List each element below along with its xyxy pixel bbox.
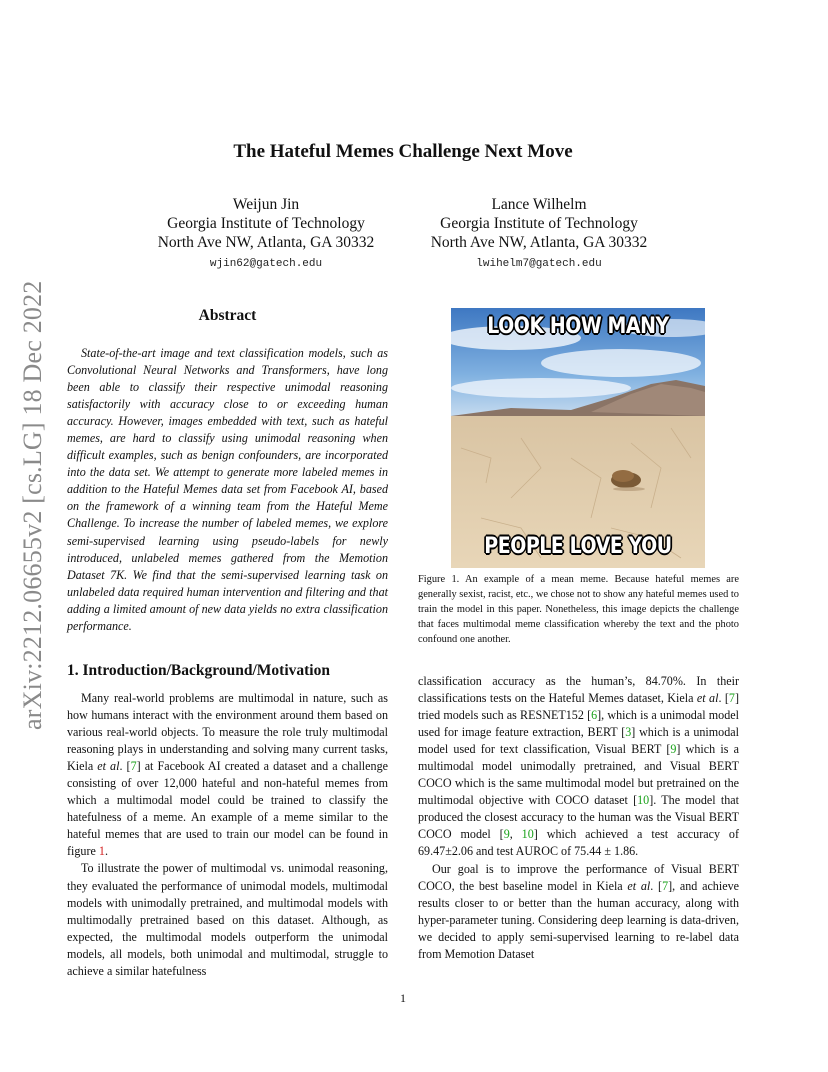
arxiv-stamp: arXiv:2212.06655v2 [cs.LG] 18 Dec 2022 [18,280,47,730]
citation-link[interactable]: 7 [130,759,137,774]
citation-link[interactable]: 7 [728,691,735,706]
meme-figure [451,308,705,568]
citation-link[interactable]: 10 [637,793,650,808]
author-name: Lance Wilhelm [491,196,587,213]
author-email: wjin62@gatech.edu [209,258,323,270]
page-number: 1 [400,991,406,1005]
abstract-heading: Abstract [198,307,257,324]
paragraph: Many real-world problems are multimodal in nature, such as how humans interact with the environment around them based on various real-world objects. To measure the role truly multimodal reasoning plays in understanding and solving many current tasks, Kiela et al. [7] at Facebook AI created a dataset and a challenge consisting of over 12,000 hateful and non-hateful memes from which a multimodal model could be trained to classify the hatefulness of a meme. An example of a meme similar to the hateful memes that are used to train our model can be found in figure 1. [67,691,388,859]
right-column-text [418,673,739,963]
author-email: lwihelm7@gatech.edu [476,258,602,270]
citation-link[interactable]: 6 [591,708,598,723]
citation-link[interactable]: 3 [625,725,632,740]
section-heading: 1. Introduction/Background/Motivation [67,662,330,679]
paragraph: Our goal is to improve the performance of Visual BERT COCO, the best baseline model in Kiela et al. [7], and achieve results closer to or better than the human accuracy, along with hyper-parameter tuning. Considering deep learning is data-driven, we decided to apply semi-supervised learning to re-label data from Memotion Dataset [418,861,739,961]
paragraph: classification accuracy as the human’s, 84.70%. In their classifications tests on the Hateful Memes dataset, Kiela et al. [7] tried models such as RESNET152 [6], which is a unimodal model used for image feature extraction, BERT [3] which is a unimodal model used for text classification, Visual BERT [9] which is a multimodal model unimodally pretrained, and Visual BERT COCO which is the same multimodal model but pretrained on the multimodal objective with COCO dataset [10]. The model that produced the closest accuracy to the human was the Visual BERT COCO model [9, 10] which achieved a test accuracy of 69.47±2.06 and test AUROC of 75.44 ± 1.86. [418,674,739,859]
figure-ref-link[interactable]: 1 [98,844,105,859]
figure-caption: Figure 1. An example of a mean meme. Because hateful memes are generally sexist, racist, etc., we chose not to show any hateful memes used to train the model in this paper. Nonetheless, this image depicts the challenge that faces multimodal meme classification whereby the text and the photo confound one another. [418,574,739,645]
citation-link[interactable]: 9 [503,827,510,842]
author-name: Weijun Jin [232,196,300,213]
citation-link[interactable]: 9 [670,742,677,757]
paragraph: To illustrate the power of multimodal vs. unimodal reasoning, they evaluated the performance of unimodal models, multimodal models with unimodally pretrained, and multimodal models with multimodally pretrained based on this dataset. Although, as expected, the multimodal models outperform the unimodal models, all models, both unimodal and multimodal, struggle to achieve a similar hatefulness [67,861,388,978]
meme-bottom-text: PEOPLE LOVE YOU [484,534,672,559]
citation-link[interactable]: 7 [662,878,669,893]
author-address: North Ave NW, Atlanta, GA 30332 [157,234,375,251]
left-column-text [67,690,388,980]
author-affiliation: Georgia Institute of Technology [167,215,365,232]
meme-top-text: LOOK HOW MANY [487,314,669,339]
citation-link[interactable]: 10 [521,827,534,842]
author-affiliation: Georgia Institute of Technology [440,215,638,232]
meme-image [451,308,705,568]
paper-title: The Hateful Memes Challenge Next Move [233,141,573,162]
author-block-1 [136,195,396,274]
author-address: North Ave NW, Atlanta, GA 30332 [430,234,648,251]
author-block-2 [409,195,669,274]
abstract-text: State-of-the-art image and text classification models, such as Convolutional Neural Networks and Transformers, have long been able to classify their respective unimodal reasoning satisfactorily with accuracy close to or exceeding human accuracy. However, images embedded with text, such as hateful memes, are hard to classify using unimodal reasoning when difficult examples, such as benign confounders, are incorporated into the data set. We attempt to generate more labeled memes in addition to the Hateful Memes data set from Facebook AI, based on the framework of a winning team from the Hateful Meme Challenge. To increase the number of labeled memes, we explore semi-supervised learning using pseudo-labels for newly introduced, unlabeled memes gathered from the Memotion Dataset 7K. We find that the semi-supervised learning task on unlabeled data required human intervention and filtering and that adding a limited amount of new data yields no extra classification performance. [67,346,388,633]
